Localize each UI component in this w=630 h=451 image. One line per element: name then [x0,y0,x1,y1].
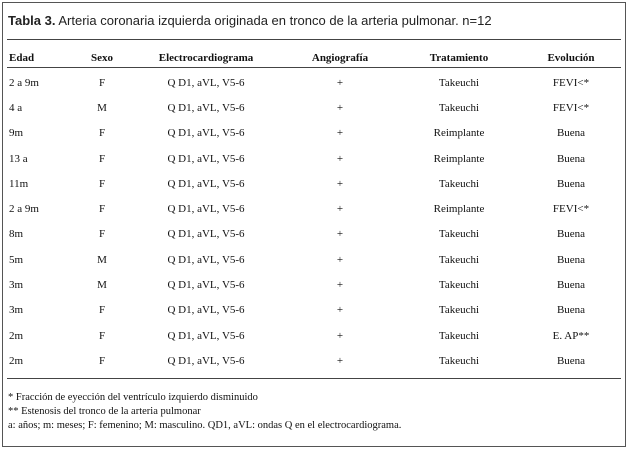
table-cell: Buena [556,177,586,190]
table-cell: Reimplante [433,127,485,140]
table-cell: Q D1, aVL, V5-6 [167,228,245,241]
table-cell: + [336,152,344,165]
table-cell: 13 a [9,152,28,165]
table-cell: Takeuchi [438,304,480,317]
footnotes [8,391,401,433]
table-cell: 2 a 9m [9,76,39,89]
table-row [7,70,623,95]
table-cell: FEVI<* [552,203,590,216]
table-cell: 3m [9,304,24,317]
table-row [7,121,623,146]
table-row [7,298,623,323]
table-row [7,95,623,120]
footnote: * Fracción de eyección del ventrículo izquierdo disminuido [8,392,258,403]
table-cell: 2m [9,329,24,342]
table-cell: + [336,203,344,216]
table-cell: + [336,279,344,292]
table-cell: F [98,152,106,165]
table-cell: 9m [9,127,24,140]
table-cell: FEVI<* [552,76,590,89]
table-cell: F [98,354,106,367]
column-header: Electrocardiograma [158,52,254,64]
table-cell: Takeuchi [438,177,480,190]
table-cell: Takeuchi [438,101,480,114]
column-header: Evolución [547,52,595,64]
table-cell: E. AP** [552,329,590,342]
table-cell: 11m [9,177,29,190]
table-cell: Buena [556,304,586,317]
table-cell: Reimplante [433,152,485,165]
table-cell: F [98,329,106,342]
footnote: a: años; m: meses; F: femenino; M: masculino. QD1, aVL: ondas Q en el electrocardiograma. [8,420,402,431]
table-cell: Q D1, aVL, V5-6 [167,101,245,114]
top-rule [7,39,621,40]
table-cell: 8m [9,228,24,241]
table-cell: Q D1, aVL, V5-6 [167,152,245,165]
caption-text: Arteria coronaria izquierda originada en tronco de la arteria pulmonar. n=12 [58,13,492,28]
table-cell: + [336,304,344,317]
table-frame [2,2,626,447]
table-cell: 3m [9,279,24,292]
column-header: Edad [9,52,35,64]
table-cell: Reimplante [433,203,485,216]
table-cell: Takeuchi [438,279,480,292]
table-cell: F [98,228,106,241]
table-cell: Takeuchi [438,253,480,266]
table-cell: Takeuchi [438,354,480,367]
table-cell: Buena [556,152,586,165]
table-row [7,146,623,171]
table-cell: M [97,253,107,266]
table-cell: Q D1, aVL, V5-6 [167,329,245,342]
table-cell: Takeuchi [438,329,480,342]
table-cell: Q D1, aVL, V5-6 [167,177,245,190]
table-cell: M [97,101,107,114]
table-cell: 2 a 9m [9,203,39,216]
table-cell: F [98,203,106,216]
table-cell: Buena [556,127,586,140]
table-cell: FEVI<* [552,101,590,114]
table-cell: F [98,304,106,317]
table-cell: F [98,177,106,190]
table-cell: 5m [9,253,24,266]
table-cell: + [336,253,344,266]
table-cell: F [98,127,106,140]
column-header: Angiografía [311,52,369,64]
table-cell: + [336,76,344,89]
table-cell: + [336,177,344,190]
table-cell: Buena [556,279,586,292]
table-cell: Buena [556,253,586,266]
table-cell: Buena [556,354,586,367]
column-header: Sexo [91,52,113,64]
table-cell: + [336,101,344,114]
table-cell: F [98,76,106,89]
table-cell: Takeuchi [438,228,480,241]
table-cell: M [97,279,107,292]
table-cell: 2m [9,354,24,367]
table-cell: Q D1, aVL, V5-6 [167,253,245,266]
footnote: ** Estenosis del tronco de la arteria pulmonar [8,406,201,417]
table-cell: Q D1, aVL, V5-6 [167,354,245,367]
table-cell: Q D1, aVL, V5-6 [167,203,245,216]
header-row [7,46,623,70]
bottom-rule [7,378,621,379]
table-row [7,171,623,196]
table-cell: Q D1, aVL, V5-6 [167,304,245,317]
table-caption [8,13,492,28]
table-cell: + [336,127,344,140]
table-cell: Q D1, aVL, V5-6 [167,279,245,292]
table-row [7,196,623,221]
table-row [7,348,623,373]
table-row [7,272,623,297]
table-cell: 4 a [9,101,23,114]
table-row [7,222,623,247]
table-cell: Buena [556,228,586,241]
table-row [7,323,623,348]
table-cell: + [336,354,344,367]
table-cell: Takeuchi [438,76,480,89]
table-cell: + [336,228,344,241]
table-cell: Q D1, aVL, V5-6 [167,127,245,140]
data-table [7,46,623,374]
table-cell: + [336,329,344,342]
column-header: Tratamiento [429,52,489,64]
table-cell: Q D1, aVL, V5-6 [167,76,245,89]
caption-label: Tabla 3. [8,13,56,28]
table-row [7,247,623,272]
